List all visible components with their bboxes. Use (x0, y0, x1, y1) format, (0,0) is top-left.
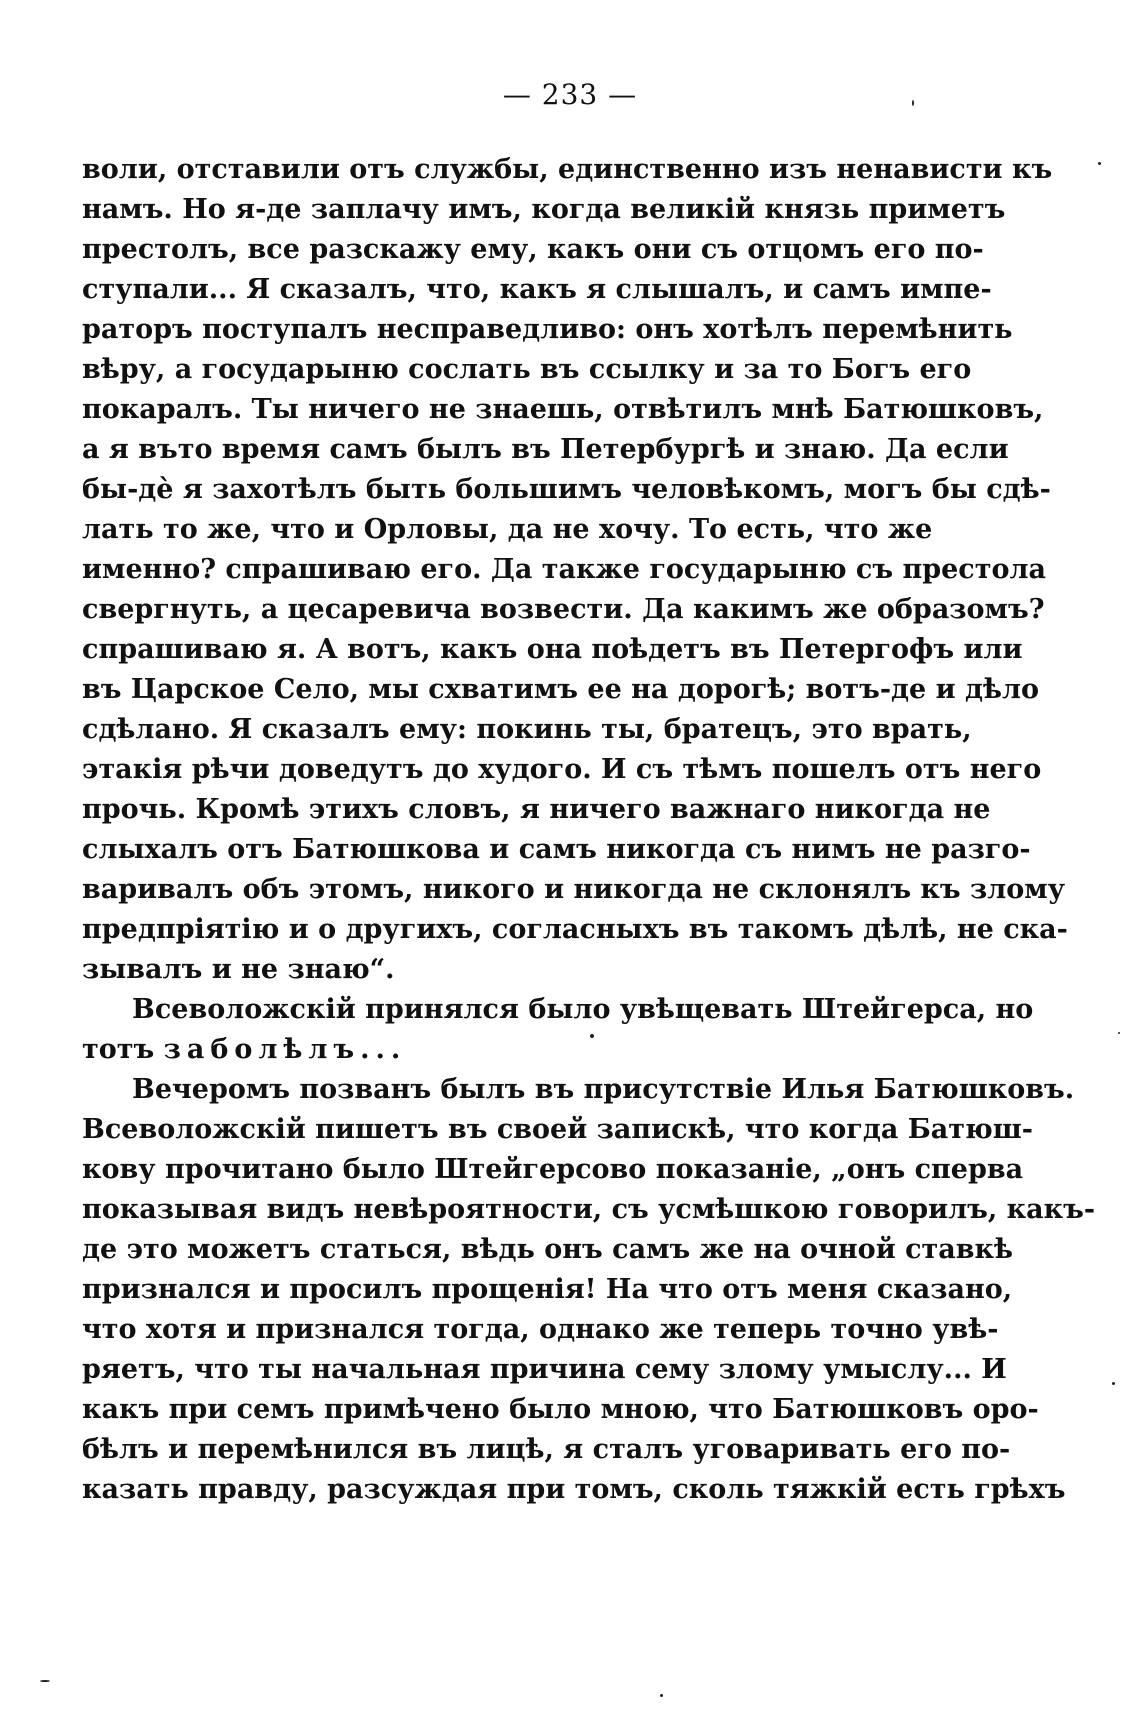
text-line: слыхалъ отъ Батюшкова и самъ никогда съ нимъ не разго- (82, 834, 1031, 865)
scan-speck (1098, 162, 1101, 165)
text-line: а я въто время самъ былъ въ Петербургѣ и знаю. Да если (82, 434, 1009, 465)
text-line: намъ. Но я-де заплачу имъ, когда великій князь приметъ (82, 194, 1006, 225)
text-line: признался и просилъ прощенія! На что отъ меня сказано, (82, 1274, 1013, 1305)
text-line (82, 1030, 912, 1070)
text-line: воли, отставили отъ службы, единственно изъ ненависти къ (82, 154, 1053, 185)
text-line: варивалъ объ этомъ, никого и никогда не склонялъ къ злому (82, 874, 1066, 905)
text-line: въ Царское Село, мы схватимъ ее на дорогѣ; вотъ-де и дѣло (82, 674, 1040, 705)
text-line: казать правду, разсуждая при томъ, сколь тяжкій есть грѣхъ (82, 1474, 1066, 1505)
text-line: Вечеромъ позванъ былъ въ присутствіе Илья Батюшковъ. (132, 1074, 1075, 1105)
text-line: кову прочитано было Штейгерсово показаніе, „онъ сперва (82, 1154, 1024, 1185)
scan-speck (912, 100, 914, 106)
text-line: престолъ, все разскажу ему, какъ они съ отцомъ его по- (82, 234, 984, 265)
scan-speck (590, 1034, 594, 1038)
text-line: ряетъ, что ты начальная причина сему злому умыслу... И (82, 1354, 1007, 1385)
emphasized-text: заболѣлъ... (163, 1034, 407, 1065)
text-line: что хотя и признался тогда, однако же теперь точно увѣ- (82, 1314, 999, 1345)
scan-speck (40, 1680, 50, 1682)
scan-speck (660, 1694, 663, 1697)
scan-speck (1112, 1382, 1115, 1385)
text-line: этакія рѣчи доведутъ до худого. И съ тѣмъ пошелъ отъ него (82, 754, 1042, 785)
text-line: де это можетъ статься, вѣдь онъ самъ же на очной ставкѣ (82, 1234, 1014, 1265)
text-line: сдѣлано. Я сказалъ ему: покинь ты, братецъ, это врать, (82, 714, 972, 745)
text-line: спрашиваю я. А вотъ, какъ она поѣдетъ въ Петергофъ или (82, 634, 1023, 665)
text-line: свергнуть, а цесаревича возвести. Да какимъ же образомъ? (82, 594, 1045, 625)
text-line: предпріятію и о другихъ, согласныхъ въ такомъ дѣлѣ, не ска- (82, 914, 1068, 945)
text-line: Всеволожскій пишетъ въ своей запискѣ, что когда Батюш- (82, 1114, 1033, 1145)
page-number: — 233 — (502, 78, 638, 111)
scan-speck (1118, 1032, 1120, 1034)
text-line: лать то же, что и Орловы, да не хочу. То есть, что же (82, 514, 933, 545)
text-line: прочь. Кромѣ этихъ словъ, я ничего важнаго никогда не (82, 794, 991, 825)
text-line: Всеволожскій принялся было увѣщевать Штейгерса, но (132, 994, 1034, 1025)
text-line: зывалъ и не знаю“. (82, 954, 395, 985)
text-line: именно? спрашиваю его. Да также государыню съ престола (82, 554, 1047, 585)
text-line: бы-дѐ я захотѣлъ быть большимъ человѣкомъ, могъ бы сдѣ- (82, 474, 1051, 505)
text-line: покаралъ. Ты ничего не знаешь, отвѣтилъ мнѣ Батюшковъ, (82, 394, 1044, 425)
text-line: какъ при семъ примѣчено было мною, что Батюшковъ оро- (82, 1394, 1039, 1425)
body-text (82, 150, 1096, 1510)
text-line: показывая видъ невѣроятности, съ усмѣшкою говорилъ, какъ- (82, 1194, 1096, 1225)
text-line: ступали... Я сказалъ, что, какъ я слышалъ, и самъ импе- (82, 274, 992, 305)
text-line: бѣлъ и перемѣнился въ лицѣ, я сталъ уговаривать его по- (82, 1434, 1011, 1465)
text-fragment: тотъ (82, 1034, 155, 1065)
text-line: вѣру, а государыню сослать въ ссылку и за то Богъ его (82, 354, 972, 385)
text-line: раторъ поступалъ несправедливо: онъ хотѣлъ перемѣнить (82, 314, 1013, 345)
